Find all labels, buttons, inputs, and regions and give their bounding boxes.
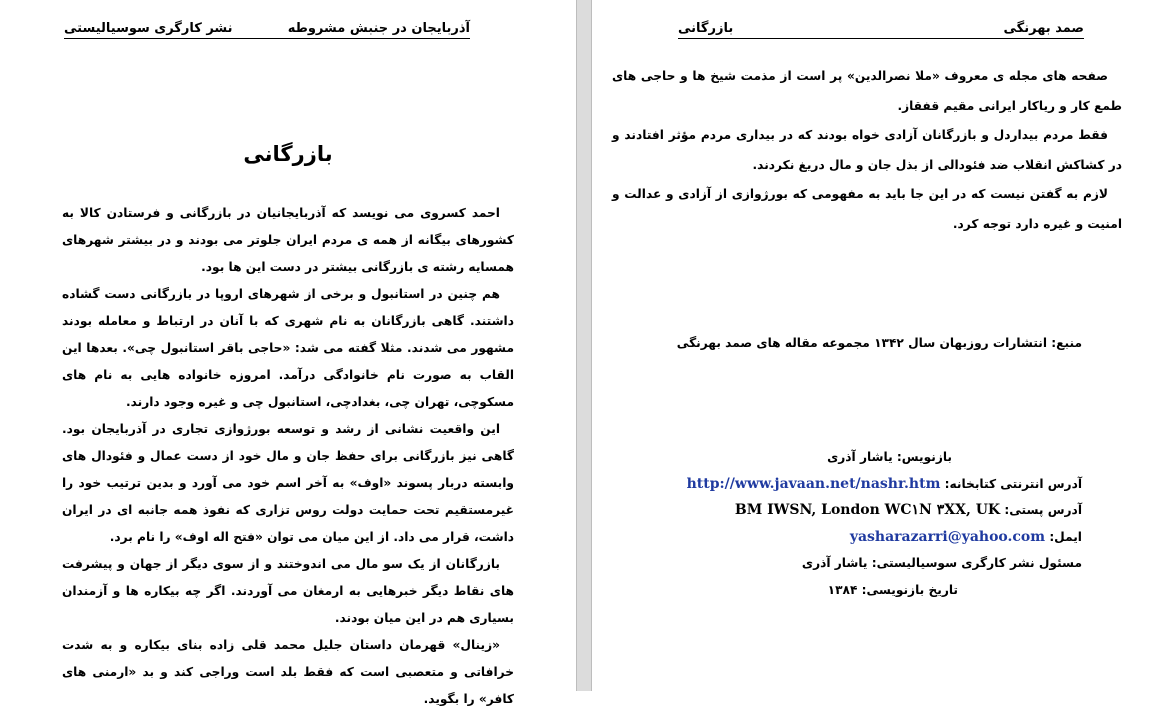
left-page-header [64, 14, 470, 39]
right-page [592, 0, 1158, 691]
paragraph: صفحه های مجله ی معروف «ملا نصرالدین» پر است از مذمت شیخ ها و حاجی های طمع کار و ریاکار ایرانی مقیم قفقاز. [612, 69, 1122, 113]
right-page-header [678, 14, 1084, 39]
email-label: ایمل: [1049, 529, 1082, 544]
paragraph: احمد کسروی می نویسد که آذربایجانیان در بازرگانی و فرستادن کالا به کشورهای بیگانه از همه ی مردم ایران جلوتر می بودند و در بیشتر شهرهای همسایه رشته ی بازرگانی بیشتر در دست این ها بود. [62, 206, 514, 274]
postal-line [632, 497, 1082, 524]
paragraph: «زینال» قهرمان داستان جلیل محمد قلی زاده بنای بیکاره و به شدت خرافاتی و متعصبی است که فقط بلد است وراجی کند و بد «ارمنی های کافر» را بگوید. [62, 638, 514, 706]
source-note: منبع: انتشارات روزبهان سال ۱۳۴۲ مجموعه مقاله های صمد بهرنگی [676, 336, 1082, 350]
email-link[interactable]: yasharazarri@yahoo.com [849, 528, 1046, 545]
postal-address: BM IWSN, London WC۱N ۳XX, UK [734, 502, 1001, 518]
page-gutter [576, 0, 592, 691]
date-line: تاریخ بازنویسی: ۱۳۸۴ [827, 582, 958, 597]
email-line [632, 524, 1082, 551]
publication-info [632, 444, 1082, 603]
paragraph: فقط مردم بیداردل و بازرگانان آزادی خواه بودند که در بیداری مردم مؤثر افتادند و در کشاکش انقلاب ضد فئودالی از بذل جان و مال دریغ نکردند. [612, 128, 1122, 172]
right-header-right-text: صمد بهرنگی [1003, 21, 1084, 36]
left-body-text [62, 200, 514, 713]
library-url-link[interactable]: http://www.javaan.net/nashr.htm [686, 475, 941, 492]
postal-label: آدرس پستی: [1004, 503, 1082, 517]
paragraph: این واقعیت نشانی از رشد و توسعه بورژوازی تجاری در آذربایجان بود. گاهی نیز بازرگانی برای حفظ جان و مال خود از دست عمال و فئودال های وابسته دربار پسوند «اوف» به آخر اسم خود می آورد و بدین ترتیب خود را غیرمستقیم تحت حمایت دولت روس تزاری که نفوذ همه جانبه ای در ایران داشت، قرار می داد. از این میان می توان «فتح اله اوف» را نام برد. [62, 422, 514, 544]
left-header-right-text: آذربایجان در جنبش مشروطه [287, 21, 470, 36]
left-page [0, 0, 576, 706]
paragraph: هم چنین در استانبول و برخی از شهرهای اروپا در بازرگانی دست گشاده داشتند. گاهی بازرگانان به نام شهری که با آنان در ارتباط و معامله بودند مشهور می شدند. مثلا گفته می شد: «حاجی باقر استانبول چی». بعدها این القاب به صورت نام خانوادگی درآمد. امروزه خانواده هایی به نام های مسکوچی، تهران چی، بغدادچی، استانبول چی و غیره وجود دارند. [62, 287, 514, 409]
library-line [632, 471, 1082, 498]
left-header-left-text: نشر کارگری سوسیالیستی [64, 21, 233, 36]
typist-line: بازنویس: یاشار آذری [827, 450, 952, 464]
paragraph: بازرگانان از یک سو مال می اندوختند و از سوی دیگر از جهان و پیشرفت های نقاط دیگر خبرهایی به ارمغان می آوردند. اگر چه بیکاره ها و آزمندان بسیاری هم در این میان بودند. [62, 557, 514, 625]
chapter-title: بازرگانی [243, 142, 333, 166]
right-header-left-text: بازرگانی [678, 21, 734, 36]
right-body-text [612, 62, 1122, 239]
library-label: آدرس انترنتی کتابخانه: [944, 476, 1082, 491]
manager-line: مسئول نشر کارگری سوسیالیستی: یاشار آذری [801, 556, 1082, 570]
paragraph: لازم به گفتن نیست که در این جا باید به مفهومی که بورژوازی از آزادی و عدالت و امنیت و غیره دارد توجه کرد. [612, 187, 1122, 231]
